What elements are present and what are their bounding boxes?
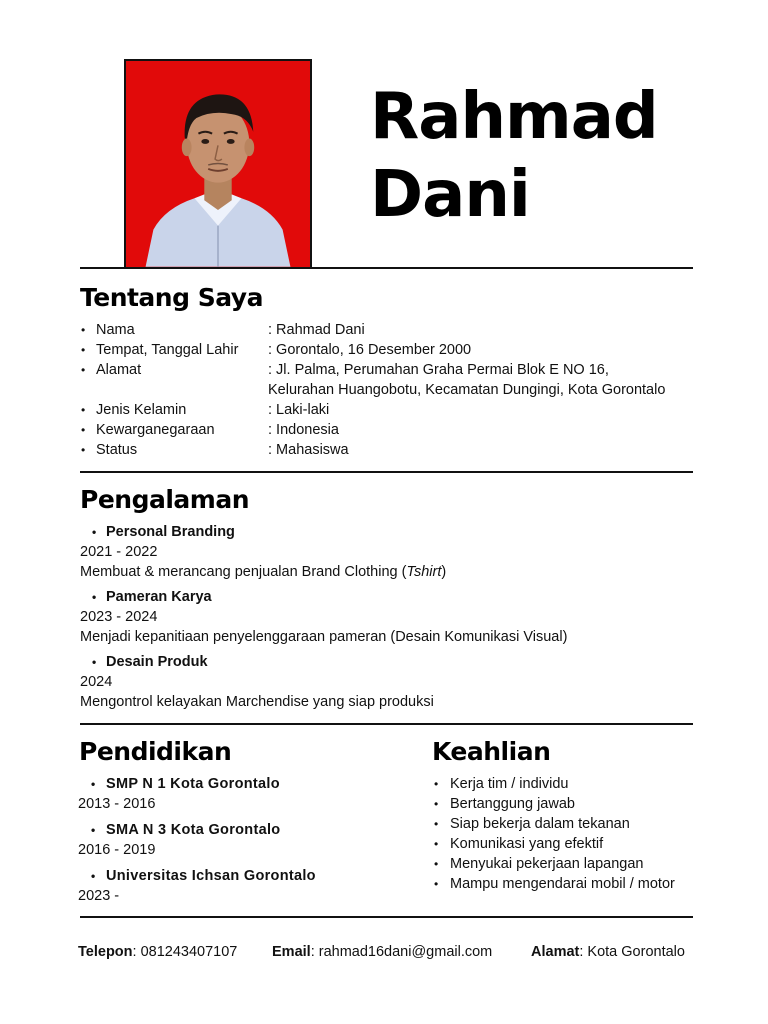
footer-address — [531, 943, 685, 961]
education-years: 2016 - 2019 — [78, 842, 156, 858]
skill-item: • Komunikasi yang efektif — [432, 834, 702, 854]
about-value: : Rahmad Dani — [268, 322, 365, 338]
about-row — [80, 340, 700, 360]
skill-item: • Kerja tim / individu — [432, 774, 702, 794]
email-label: Email — [272, 944, 311, 960]
about-label: • Alamat — [96, 362, 142, 378]
phone-label: Telepon — [78, 944, 133, 960]
education-item — [78, 820, 408, 860]
experience-years: 2021 - 2022 — [80, 544, 158, 560]
divider — [80, 916, 693, 918]
footer-email — [272, 943, 492, 961]
about-value: : Jl. Palma, Perumahan Graha Permai Blok E NO 16, Kelurahan Huangobotu, Kecamatan Dungingi, Kota Gorontalo — [268, 362, 666, 398]
description-text: Menjadi kepanitiaan penyelenggaraan pameran (Desain Komunikasi Visual) — [80, 629, 568, 645]
skill-item: • Siap bekerja dalam tekanan — [432, 814, 702, 834]
education-item — [78, 866, 408, 906]
education-years: 2023 - — [78, 888, 120, 904]
experience-title: • Personal Branding — [80, 522, 700, 542]
about-value: : Indonesia — [268, 422, 339, 438]
education-school: • SMP N 1 Kota Gorontalo — [78, 774, 408, 794]
education-school: • Universitas Ichsan Gorontalo — [78, 866, 408, 886]
divider — [80, 471, 693, 473]
about-row — [80, 400, 700, 420]
about-label: • Nama — [96, 322, 135, 338]
address-label: Alamat — [531, 944, 580, 960]
about-label: • Status — [96, 442, 138, 458]
about-row — [80, 420, 700, 440]
about-value: : Laki-laki — [268, 402, 330, 418]
education-heading: Pendidikan — [79, 737, 232, 766]
experience-heading: Pengalaman — [80, 485, 249, 514]
experience-description — [80, 562, 700, 582]
about-row — [80, 360, 700, 400]
experience-title: • Pameran Karya — [80, 587, 700, 607]
full-name — [370, 78, 658, 234]
description-text: Membuat & merancang penjualan Brand Clothing ( — [80, 564, 407, 580]
education-school: • SMA N 3 Kota Gorontalo — [78, 820, 408, 840]
description-text: ) — [441, 564, 447, 580]
education-years: 2013 - 2016 — [78, 796, 156, 812]
last-name: Dani — [370, 158, 530, 232]
email-value: : rahmad16dani@gmail.com — [310, 944, 493, 960]
description-text: Mengontrol kelayakan Marchendise yang siap produksi — [80, 694, 434, 710]
experience-description — [80, 692, 700, 712]
skills-heading: Keahlian — [432, 737, 551, 766]
first-name: Rahmad — [370, 80, 658, 154]
about-row — [80, 320, 700, 340]
about-list — [80, 320, 700, 460]
skill-item: • Mampu mengendarai mobil / motor — [432, 874, 702, 894]
experience-years: 2023 - 2024 — [80, 609, 158, 625]
experience-item — [80, 587, 700, 647]
experience-years: 2024 — [80, 674, 113, 690]
about-value: : Mahasiswa — [268, 442, 349, 458]
about-label: • Kewarganegaraan — [96, 422, 215, 438]
about-value: : Gorontalo, 16 Desember 2000 — [268, 342, 472, 358]
experience-item — [80, 522, 700, 582]
experience-title: • Desain Produk — [80, 652, 700, 672]
about-label: • Tempat, Tanggal Lahir — [96, 342, 239, 358]
description-italic: Tshirt — [406, 564, 442, 580]
skill-item: • Bertanggung jawab — [432, 794, 702, 814]
experience-list — [80, 522, 700, 717]
profile-photo — [124, 59, 312, 269]
experience-description — [80, 627, 700, 647]
skills-list — [432, 774, 702, 894]
education-list — [78, 774, 408, 912]
portrait-photo-icon — [126, 61, 310, 267]
footer-phone — [78, 943, 237, 961]
education-item — [78, 774, 408, 814]
about-row — [80, 440, 700, 460]
about-label: • Jenis Kelamin — [96, 402, 187, 418]
divider — [80, 267, 693, 269]
divider — [80, 723, 693, 725]
about-heading: Tentang Saya — [80, 283, 263, 312]
experience-item — [80, 652, 700, 712]
phone-value: : 081243407107 — [132, 944, 238, 960]
address-value: : Kota Gorontalo — [579, 944, 685, 960]
skill-item: • Menyukai pekerjaan lapangan — [432, 854, 702, 874]
